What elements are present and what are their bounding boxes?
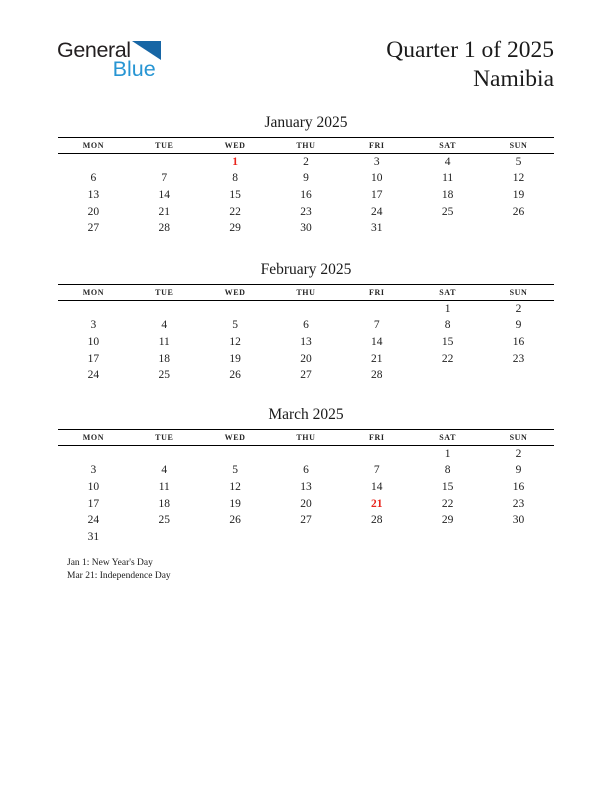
month-title: February 2025 [260,261,352,278]
holiday-note: Jan 1: New Year's Day [67,558,153,568]
day-cell: 3 [90,319,97,332]
day-cell: 31 [371,222,383,235]
month-march-2025 [58,405,554,545]
empty-day-cell [271,446,342,463]
weekday-header-sat: SAT [439,433,457,442]
day-cell: 1 [232,156,238,169]
week-row [58,512,554,529]
day-cell: 2 [515,448,522,461]
day-cell: 18 [158,497,171,510]
day-cell: 11 [158,335,170,348]
month-february-2025 [58,260,554,383]
day-cell: 19 [229,497,241,510]
week-row [58,446,554,463]
day-cell: 16 [512,480,525,493]
day-cell: 24 [87,514,100,527]
empty-day-cell [412,528,483,545]
day-cell: 21 [371,352,383,365]
day-cell: 14 [371,335,383,348]
weekday-header-mon: MON [82,141,105,150]
week-row [58,317,554,334]
day-cell: 6 [303,464,309,477]
day-cell: 4 [444,156,451,169]
day-cell: 11 [442,172,454,185]
day-cell: 29 [229,222,241,235]
day-cell: 8 [444,319,451,332]
weekday-header-sun: SUN [509,288,528,297]
day-cell: 17 [87,352,100,365]
day-cell: 13 [300,480,312,493]
empty-day-cell [58,446,129,463]
empty-day-cell [341,301,412,318]
week-row [58,170,554,187]
page-title [386,36,554,94]
day-cell: 11 [158,480,170,493]
weekday-header-tue: TUE [155,141,174,150]
weekday-header-fri: FRI [369,433,385,442]
day-cell: 23 [512,497,525,510]
week-row [58,350,554,367]
day-cell: 8 [232,172,238,185]
day-cell: 28 [371,514,383,527]
weekday-header-sun: SUN [509,433,528,442]
day-cell: 7 [373,464,380,477]
day-cell: 12 [512,172,525,185]
day-cell: 30 [300,222,312,235]
empty-day-cell [129,154,200,171]
day-cell: 13 [87,188,100,201]
day-cell: 1 [444,448,451,461]
week-row [58,154,554,171]
day-cell: 27 [87,222,100,235]
day-cell: 28 [371,369,383,382]
day-cell: 15 [441,335,454,348]
logo-text-blue: Blue [112,56,156,81]
empty-day-cell [483,220,554,237]
holiday-footnotes [67,557,171,583]
calendar-table [58,429,554,545]
day-cell: 19 [229,352,241,365]
weekday-header-fri: FRI [369,288,385,297]
day-cell: 31 [87,530,100,543]
general-blue-logo [57,40,161,80]
day-cell: 26 [229,369,241,382]
calendar-table [58,137,554,236]
week-row [58,220,554,237]
weekday-header-wed: WED [224,141,246,150]
day-cell: 23 [512,352,525,365]
weekday-header-thu: THU [296,433,316,442]
empty-day-cell [341,528,412,545]
day-cell: 17 [371,188,383,201]
weekday-header-tue: TUE [155,433,174,442]
empty-day-cell [341,446,412,463]
week-row [58,495,554,512]
weekday-header-mon: MON [82,288,105,297]
empty-day-cell [58,301,129,318]
calendar-table [58,284,554,383]
day-cell: 6 [303,319,309,332]
empty-day-cell [129,446,200,463]
empty-day-cell [412,367,483,384]
day-cell: 13 [300,335,312,348]
day-cell: 9 [303,172,309,185]
week-row [58,187,554,204]
empty-day-cell [200,446,271,463]
day-cell: 16 [512,335,525,348]
day-cell: 24 [371,205,383,218]
day-cell: 17 [87,497,100,510]
empty-day-cell [129,528,200,545]
day-cell: 25 [441,205,454,218]
empty-day-cell [271,528,342,545]
weekday-header-row [58,430,554,446]
day-cell: 12 [229,480,241,493]
weekday-header-row [58,285,554,301]
day-cell: 10 [371,172,383,185]
day-cell: 22 [229,205,241,218]
page-title-country: Namibia [473,66,554,92]
month-title: January 2025 [264,114,348,131]
empty-day-cell [58,154,129,171]
day-cell: 10 [87,335,100,348]
weekday-header-thu: THU [296,288,316,297]
day-cell: 18 [441,188,454,201]
day-cell: 26 [512,205,525,218]
day-cell: 12 [229,335,241,348]
page-title-quarter: Quarter 1 of 2025 [386,37,554,63]
day-cell: 15 [441,480,454,493]
weekday-header-row [58,138,554,154]
empty-day-cell [271,301,342,318]
week-row [58,479,554,496]
day-cell: 25 [158,369,171,382]
day-cell: 26 [229,514,241,527]
day-cell: 14 [371,480,383,493]
day-cell: 3 [90,464,97,477]
weekday-header-wed: WED [224,433,246,442]
day-cell: 16 [300,188,312,201]
day-cell: 27 [300,369,312,382]
day-cell: 21 [158,205,171,218]
day-cell: 19 [512,188,525,201]
week-row [58,203,554,220]
weekday-header-tue: TUE [155,288,174,297]
empty-day-cell [200,528,271,545]
month-january-2025 [58,113,554,236]
day-cell: 22 [441,497,454,510]
empty-day-cell [483,528,554,545]
day-cell: 4 [161,464,168,477]
day-cell: 28 [158,222,171,235]
empty-day-cell [412,220,483,237]
day-cell: 9 [515,319,522,332]
week-row [58,462,554,479]
day-cell: 3 [373,156,380,169]
weekday-header-sun: SUN [509,141,528,150]
week-row [58,301,554,318]
day-cell: 20 [300,497,312,510]
day-cell: 15 [229,188,241,201]
day-cell: 6 [90,172,97,185]
day-cell: 25 [158,514,171,527]
day-cell: 10 [87,480,100,493]
day-cell: 2 [515,303,522,316]
day-cell: 20 [300,352,312,365]
empty-day-cell [200,301,271,318]
day-cell: 23 [300,205,312,218]
weekday-header-wed: WED [224,288,246,297]
holiday-note: Mar 21: Independence Day [67,571,171,581]
day-cell: 8 [444,464,451,477]
week-row [58,528,554,545]
day-cell: 5 [232,319,238,332]
empty-day-cell [129,301,200,318]
day-cell: 24 [87,369,100,382]
day-cell: 20 [87,205,100,218]
day-cell: 14 [158,188,171,201]
day-cell: 5 [232,464,238,477]
weekday-header-thu: THU [296,141,316,150]
week-row [58,334,554,351]
weekday-header-sat: SAT [439,288,457,297]
day-cell: 1 [444,303,451,316]
day-cell: 21 [371,497,383,510]
week-row [58,367,554,384]
weekday-header-fri: FRI [369,141,385,150]
day-cell: 30 [512,514,525,527]
weekday-header-mon: MON [82,433,105,442]
day-cell: 18 [158,352,171,365]
day-cell: 29 [441,514,454,527]
logo-text-general: General [57,38,131,62]
empty-day-cell [483,367,554,384]
day-cell: 4 [161,319,168,332]
day-cell: 27 [300,514,312,527]
day-cell: 7 [373,319,380,332]
day-cell: 7 [161,172,168,185]
day-cell: 9 [515,464,522,477]
weekday-header-sat: SAT [439,141,457,150]
day-cell: 5 [515,156,522,169]
day-cell: 2 [303,156,309,169]
month-title: March 2025 [268,406,344,423]
day-cell: 22 [441,352,454,365]
